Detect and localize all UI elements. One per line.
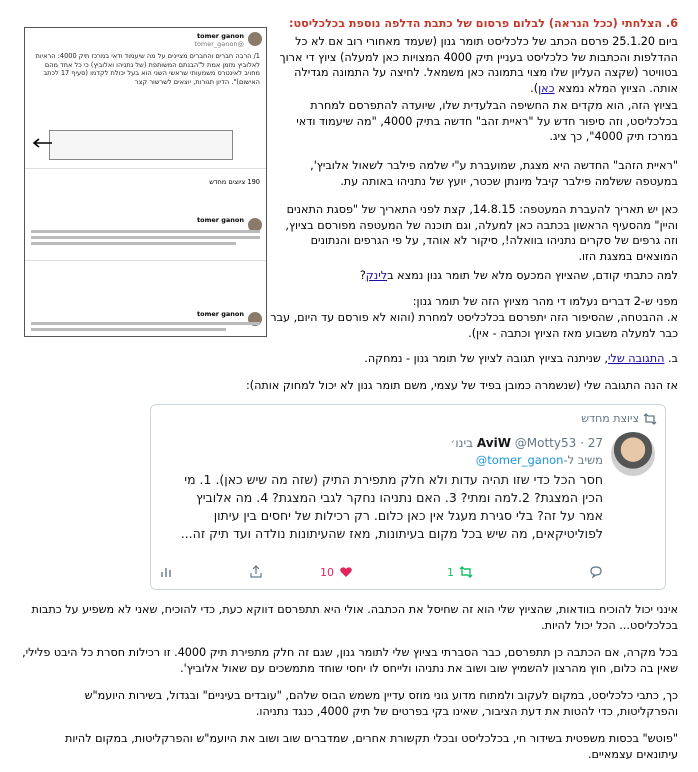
item-prefix: ב. (667, 352, 678, 365)
thumb-line (31, 328, 226, 331)
retweet-label: ציוצת מחדש (581, 412, 639, 425)
retweet-icon (459, 565, 473, 579)
thumb-stats: 190 ציוצים מחדש (209, 178, 260, 186)
thumb-embedded-image (49, 130, 233, 160)
paragraph-7: אז הנה התגובה שלי (שנשמרה כמובן בפיד של עצמי, משם תומר גנון לא יכול למחוק אותה): (245, 379, 678, 392)
heart-icon (339, 565, 353, 579)
my-reply-link[interactable]: התגובה שלי (607, 352, 665, 365)
retweet-small-icon (643, 412, 657, 426)
retweet-count: 1 (447, 565, 454, 579)
thumb-tweet-3 (25, 264, 266, 336)
paragraph-1: ביום 25.1.20 פרסם הכתב של כלכליסט תומר גנון (שעמד מאחורי רוב אם לא כל ההדלפות והכתבות של כלכליסט בעניין תיק 4000 המצויות כאן למעלה) ציוץ די ארוך בטוויטר (שקצה העליון שלו מצוי בתמונה כאן משמאל. לחיצה על התמונה מגדילה אותה. הציוץ המלא נמצא כאן). (279, 35, 678, 95)
thumb-text: 1/ הרבה חברים והחברים מציינים על מה שיעמוד ודאי במרכז תיק 4000: הראיות לאלוביץ מזמן אמת ל"הבנתם המשותפת (של נתניהו ואלוביץ) כי כל אחד מהם מחויב לאינטרס משמעותי שראשי השני הוא בעל יכולת לקדמו (סעיף 17 לכתב האישום)". הדיון תגורות, יוצאים לשרשור קצר (35, 52, 260, 86)
here-link[interactable]: כאן (538, 81, 555, 95)
retweet-action[interactable] (447, 565, 473, 579)
paragraph-6-line-3 (20, 351, 678, 367)
paragraph-8: אינני יכול להוכיח בוודאות, שהציוץ שלי הוא זה שחיסל את הכתבה. אולי היא תתפרסם דווקא כעת, כדי להוכיח, שאני לא משפיע על כתבות בכלכליסט... הכל יכול להיות. (31, 603, 678, 632)
analytics-icon (159, 565, 173, 579)
paragraph-5-text: למה כתבתי קודם, שהציוץ המכעס מלא של תומר גנון נמצא ב (387, 269, 678, 282)
arrow-icon (31, 138, 53, 148)
paragraph-9: בכל מקרה, אם הכתבה כן תתפרסם, כבר הסברתי בציוץ שלי לתומר גנון, שגם זה חלק מתפירת תיק 4000. זו רכילות חסרת כל היבט פלילי, שאין בה כלום, חוץ מהרצון להשמיץ שוב ושוב את נתניהו ולייחס לו יחסי שוחד מתמשכים עם שאול אלוביץ'. (22, 646, 678, 675)
retweeted-indicator (581, 412, 657, 426)
embedded-tweet[interactable] (150, 404, 666, 590)
thumb-author-2: tomer ganon (197, 216, 244, 224)
share-icon (249, 565, 263, 579)
author-handle[interactable]: @Motty53 (514, 436, 577, 450)
thumb-tweet-1 (25, 28, 266, 169)
tweet-header: AviW @Motty53 · 27 בינו׳ (450, 436, 603, 450)
thumb-handle: @tomer_ganon (194, 40, 244, 48)
like-action[interactable] (320, 565, 353, 579)
reply-to-label: משיב ל- (563, 453, 603, 467)
reply-icon (589, 565, 603, 579)
like-count: 10 (320, 565, 334, 579)
thumb-line (31, 242, 236, 245)
link-link[interactable]: לינק (365, 269, 388, 282)
reply-to (476, 453, 603, 467)
paragraph-2: בציוץ הזה, הוא מקדים את החשיפה הבלעדית שלו, שיועדה להתפרסם למחרת בכלכליסט, וזה סיפור חדש על "ראיית זהב" חדשה בתיק 4000, "מה שיעמוד ודאי במרכז תיק 4000", כך ציג. (296, 99, 678, 143)
thumb-author: tomer ganon (197, 32, 244, 40)
tweet-actions (151, 565, 603, 583)
thumb-line (31, 236, 260, 239)
analytics-action[interactable] (159, 565, 173, 579)
paragraph-6-line-1: מפני ש-2 דברים נעלמו די מהר מציוץ הזה של תומר גנון: (412, 295, 678, 308)
reply-action[interactable] (589, 565, 603, 579)
paragraph-4: כאן יש תאריך להעברת המעטפה: 14.8.15, קצת לפני התאריך של "פסגת התאנים והיין" מהסעיף הראשון בכתבה כאן למעלה, וגם תוכנה של המעטפה מפורסם בציוץ, וזה גרפים של סקרים נתניהו בוואלה!, סיקור לא אוהד, על פי הגרפים והנתונים המוצאים במצגת הזו. (285, 203, 678, 263)
section-heading: 6. הצלחתי (ככל הנראה) לבלום פרסום של כתבת הדלפה נוספת בכלכליסט: (289, 17, 678, 30)
share-action[interactable] (249, 565, 263, 579)
thumb-line (31, 230, 260, 233)
tweet-thread-screenshot[interactable] (24, 27, 267, 337)
avatar[interactable] (611, 432, 655, 476)
author-name[interactable]: AviW (476, 436, 511, 450)
thumb-avatar (248, 32, 262, 46)
paragraph-3: "ראיית הזהב" החדשה היא מצגת, שמועברת ע"י שלמה פילבר לשאול אלוביץ', במעטפה ששלמה פילבר קיבל מיונתן שכטר, יועץ של נתניהו באותה עת. (310, 159, 678, 188)
tweet-body: חסר הכל כדי שזו תהיה עדות ולא חלק מתפירת התיק (שזה מה שיש כאן). 1. מי הכין המצגת? 2.למה ומתי? 3. האם נתניהו נחקר לגבי המצגת? 4. מה אלוביץ אמר על זה? בלי סגירת מעגל אין כאן כלום. רק רכילות של יחסים בין עיתון לפוליטיקאים, מה שיש בכל מקום בעיתונות, מאז שהעיתונות נולדה ועד תיק זה... (180, 472, 603, 541)
reply-handle-link[interactable]: tomer_ganon@ (475, 453, 564, 467)
item-rest: , שניתנה בציוץ תגובה לציוץ של תומר גנון - נמחקה. (364, 352, 608, 365)
thumb-line (31, 322, 260, 325)
thumb-tweet-2 (25, 190, 266, 261)
paragraph-11: "פוטש" בכסות משפטית בשידור חי, בכלכליסט ובכלי תקשורת אחרים, שמדברים שוב ושוב את היועמ"ש והפרקליטות, במקום להיות עיתונאים עצמאיים. (65, 732, 678, 761)
paragraph-10: כך, כתבי כלכליסט, במקום לעקוב ולמתוח מדוע גוני מוזס עדיין משמש הבוס שלהם, "עובדים בעיניים" ובגדול, בשירות היועמ"ש והפרקליטות, כדי להטות את דעת הציבור, שאינו בקי בפרטים של תיק 4000, כנגד נתניהו. (84, 689, 678, 718)
paragraph-6-line-2: א. ההבטחה, שהסיפור הזה יתפרסם בכלכליסט למחרת (והוא לא פורסם עד היום, עבר כבר למעלה משבוע מאז הציוץ וכתבה - אין). (270, 311, 678, 340)
paragraph-1-text: ביום 25.1.20 פרסם הכתב של כלכליסט תומר גנון (שעמד מאחורי רוב אם לא כל ההדלפות והכתבות של כלכליסט בעניין תיק 4000 המצויות כאן למעלה) ציוץ די ארוך בטוויטר (שקצה העליון שלו מצוי בתמונה כאן משמאל. לחיצה על התמונה מגדילה אותה. הציוץ המלא נמצא (279, 35, 678, 95)
thumb-author-3: tomer ganon (197, 310, 244, 318)
paragraph-5: למה כתבתי קודם, שהציוץ המכעס מלא של תומר גנון נמצא בלינק? (359, 269, 678, 282)
tweet-date[interactable]: 27 בינו׳ (450, 436, 603, 450)
